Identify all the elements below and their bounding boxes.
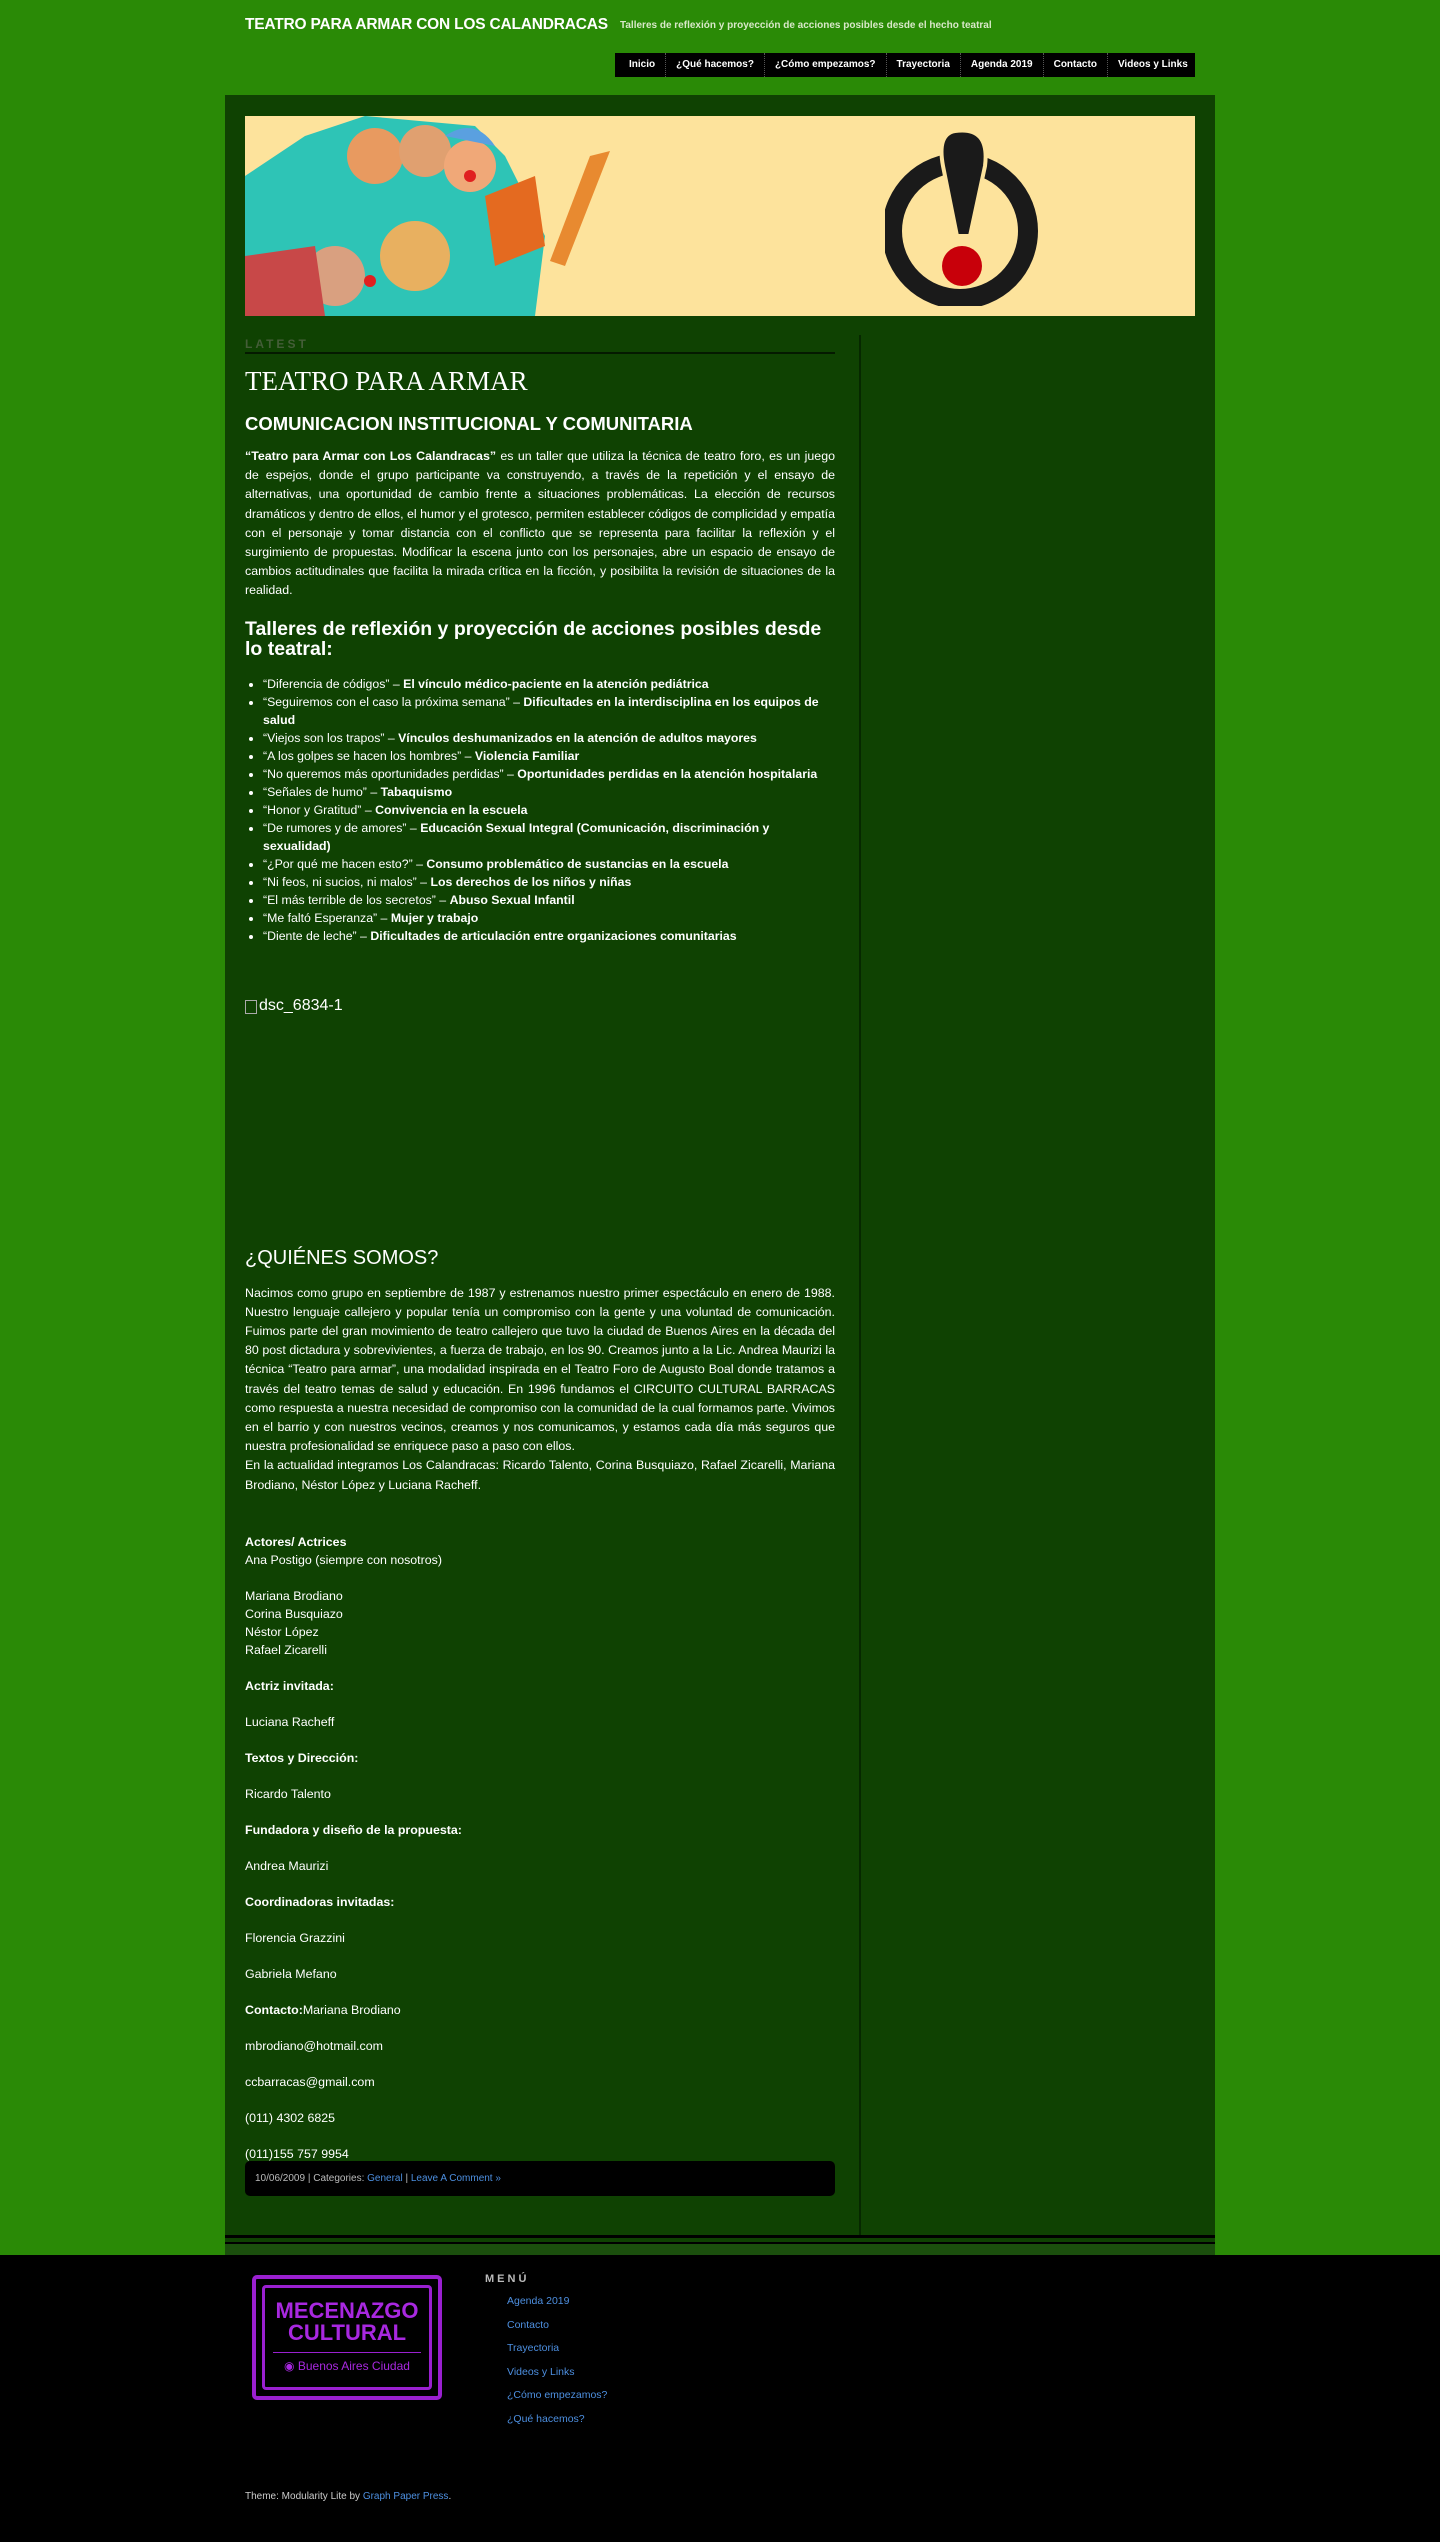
sidebar-divider [859, 335, 861, 2235]
crew-label: Fundadora y diseño de la propuesta: [245, 1822, 462, 1837]
crew-member: Ricardo Talento [245, 1786, 331, 1801]
list-item: • “De rumores y de amores” – Educación Sexual Integral (Comunicación, discriminación y sexualidad) [263, 819, 835, 855]
about-heading: ¿QUIÉNES SOMOS? [245, 1246, 439, 1269]
list-item: • “A los golpes se hacen los hombres” – Violencia Familiar [263, 747, 835, 765]
footer-link-que-hacemos[interactable]: ¿Qué hacemos? [507, 2412, 585, 2425]
list-item: • “¿Por qué me hacen esto?” – Consumo problemático de sustancias en la escuela [263, 855, 835, 873]
nav-agenda[interactable]: Agenda 2019 [961, 53, 1044, 77]
workshops-heading: Talleres de reflexión y proyección de acciones posibles desde lo teatral: [245, 617, 822, 660]
graph-paper-press-link[interactable]: Graph Paper Press [362, 2491, 449, 2502]
crew-label: Textos y Dirección: [245, 1750, 359, 1765]
post-content [245, 335, 835, 2163]
nav-como-empezamos[interactable]: ¿Cómo empezamos? [765, 53, 887, 77]
theme-credit: Theme: Modularity Lite by Graph Paper Press. [245, 2491, 452, 2502]
crew-member: Néstor López [245, 1624, 319, 1639]
broken-image [245, 997, 835, 1247]
contact-email: ccbarracas@gmail.com [245, 2074, 375, 2089]
crew-member: Luciana Racheff [245, 1714, 335, 1729]
crew-member: Rafael Zicarelli [245, 1642, 327, 1657]
about-members: En la actualidad integramos Los Calandracas: Ricardo Talento, Corina Busquiazo, Rafael Zicarelli, Mariana Brodiano, Néstor López y Luciana Racheff. [245, 1458, 835, 1492]
site-title[interactable]: TEATRO PARA ARMAR CON LOS CALANDRACAS [245, 16, 608, 33]
intro-paragraph [245, 447, 835, 601]
footer-link-videos[interactable]: Videos y Links [507, 2365, 575, 2378]
post-date: 10/06/2009 [255, 2173, 306, 2184]
crew-label: Actriz invitada: [245, 1678, 334, 1693]
nav-videos[interactable]: Videos y Links [1117, 59, 1188, 70]
list-item: • “Ni feos, ni sucios, ni malos” – Los derechos de los niños y niñas [263, 873, 835, 891]
main-nav [615, 53, 1195, 77]
crew-member: Gabriela Mefano [245, 1966, 337, 1981]
footer [0, 2255, 1440, 2542]
crew-member: Florencia Grazzini [245, 1930, 345, 1945]
buenos-aires-seal-icon: ◉ [284, 2359, 298, 2373]
list-item: • “Seguiremos con el caso la próxima semana” – Dificultades en la interdisciplina en los equipos de salud [263, 693, 835, 729]
post-subtitle: COMUNICACION INSTITUCIONAL Y COMUNITARIA [245, 413, 693, 434]
teatro-para-armar-logo [885, 126, 1055, 306]
leave-comment-link[interactable]: Leave A Comment » [410, 2173, 501, 2184]
list-item: • “Honor y Gratitud” – Convivencia en la escuela [263, 801, 835, 819]
about-paragraph: Nacimos como grupo en septiembre de 1987 y estrenamos nuestro primer espectáculo en enero de 1988. Nuestro lenguaje callejero y popular tenía un compromiso con la gente y una voluntad de comunicación. Fuimos parte del gran movimiento de teatro callejero que tuvo la ciudad de Buenos Aires en la década del 80 post dictadura y sobrevivientes, a fuerza de trabajo, en los 90. Creamos junto a la Lic. Andrea Maurizi la técnica “Teatro para armar”, una modalidad inspirada en el Teatro Foro de Augusto Boal donde tratamos a través del teatro temas de salud y educación. En 1996 fundamos el CIRCUITO CULTURAL BARRACAS como respuesta a nuestra necesidad de compromiso con la comunidad de la cual formamos parte. Vivimos en el barrio y con nuestros vecinos, creamos y nos comunicamos, y estamos cada día más seguros que nuestra profesionalidad se enriquece paso a paso con ellos. [245, 1285, 835, 1454]
mecenazgo-cultural-logo[interactable]: MECENAZGO CULTURAL ◉ Buenos Aires Ciudad [252, 2275, 442, 2400]
crew-label: Coordinadoras invitadas: [245, 1894, 395, 1909]
image-alt-text: dsc_6834-1 [259, 996, 343, 1014]
crew-label: Actores/ Actrices [245, 1534, 347, 1549]
content-wrapper [225, 95, 1215, 2255]
intro-bold: “Teatro para Armar con Los Calandracas” [245, 449, 497, 463]
footer-menu-title: MENÚ [485, 2273, 530, 2285]
contact-phone: (011) 4302 6825 [245, 2110, 336, 2125]
crew-member: Andrea Maurizi [245, 1858, 329, 1873]
content-bottom-bar [225, 2235, 1215, 2255]
footer-menu [485, 2273, 607, 2426]
nav-trayectoria[interactable]: Trayectoria [887, 53, 961, 77]
crew-list [245, 1533, 835, 2163]
site-tagline: Talleres de reflexión y proyección de acciones posibles desde el hecho teatral [620, 20, 992, 31]
list-item: • “No queremos más oportunidades perdidas” – Oportunidades perdidas en la atención hospitalaria [263, 765, 835, 783]
nav-que-hacemos[interactable]: ¿Qué hacemos? [666, 53, 765, 77]
contact-phone: (011)155 757 9954 [245, 2146, 349, 2161]
workshop-list [245, 675, 835, 945]
crew-member: Corina Busquiazo [245, 1606, 343, 1621]
nav-contacto[interactable]: Contacto [1044, 53, 1108, 77]
list-item: • “Señales de humo” – Tabaquismo [263, 783, 835, 801]
post-meta: 10/06/2009 | Categories: General | Leave A Comment » [245, 2161, 835, 2196]
intro-text: es un taller que utiliza la técnica de teatro foro, es un juego de espejos, donde el grupo participante va construyendo, a través de la repetición y el ensayo de alternativas, una oportunidad de cambio frente a situaciones problemáticas. La elección de recursos dramáticos y dentro de ellos, el humor y el grotesco, permiten establecer códigos de complicidad y empatía con el personaje y tomar distancia con el conflicto que se representa para facilitar la reflexión y el surgimiento de propuestas. Modificar la escena junto con los personajes, abre un espacio de ensayo de cambios actitudinales que facilita la mirada crítica en la ficción, y posibilita la revisión de situaciones de la realidad. [245, 449, 835, 598]
list-item: • “El más terrible de los secretos” – Abuso Sexual Infantil [263, 891, 835, 909]
list-item: • “Diferencia de códigos” – El vínculo médico-paciente en la atención pediátrica [263, 675, 835, 693]
footer-link-contacto[interactable]: Contacto [507, 2318, 550, 2331]
header-banner[interactable] [245, 116, 1195, 316]
crew-label: Contacto: [245, 2002, 303, 2017]
nav-inicio[interactable]: Inicio [619, 53, 666, 77]
contact-email: mbrodiano@hotmail.com [245, 2038, 383, 2053]
list-item: • “Viejos son los trapos” – Vínculos deshumanizados en la atención de adultos mayores [263, 729, 835, 747]
crew-member: Mariana Brodiano [245, 1588, 343, 1603]
crew-member: Ana Postigo (siempre con nosotros) [245, 1552, 442, 1567]
footer-link-como-empezamos[interactable]: ¿Cómo empezamos? [507, 2389, 608, 2401]
contact-name: Mariana Brodiano [302, 2002, 401, 2017]
list-item: • “Diente de leche” – Dificultades de articulación entre organizaciones comunitarias [263, 927, 835, 945]
category-link[interactable]: General [367, 2173, 403, 2184]
section-label: LATEST [245, 337, 835, 354]
post-title[interactable]: TEATRO PARA ARMAR [245, 366, 528, 396]
footer-link-agenda[interactable]: Agenda 2019 [507, 2295, 570, 2307]
broken-image-icon [245, 1000, 257, 1014]
footer-link-trayectoria[interactable]: Trayectoria [507, 2342, 560, 2354]
list-item: • “Me faltó Esperanza” – Mujer y trabajo [263, 909, 835, 927]
